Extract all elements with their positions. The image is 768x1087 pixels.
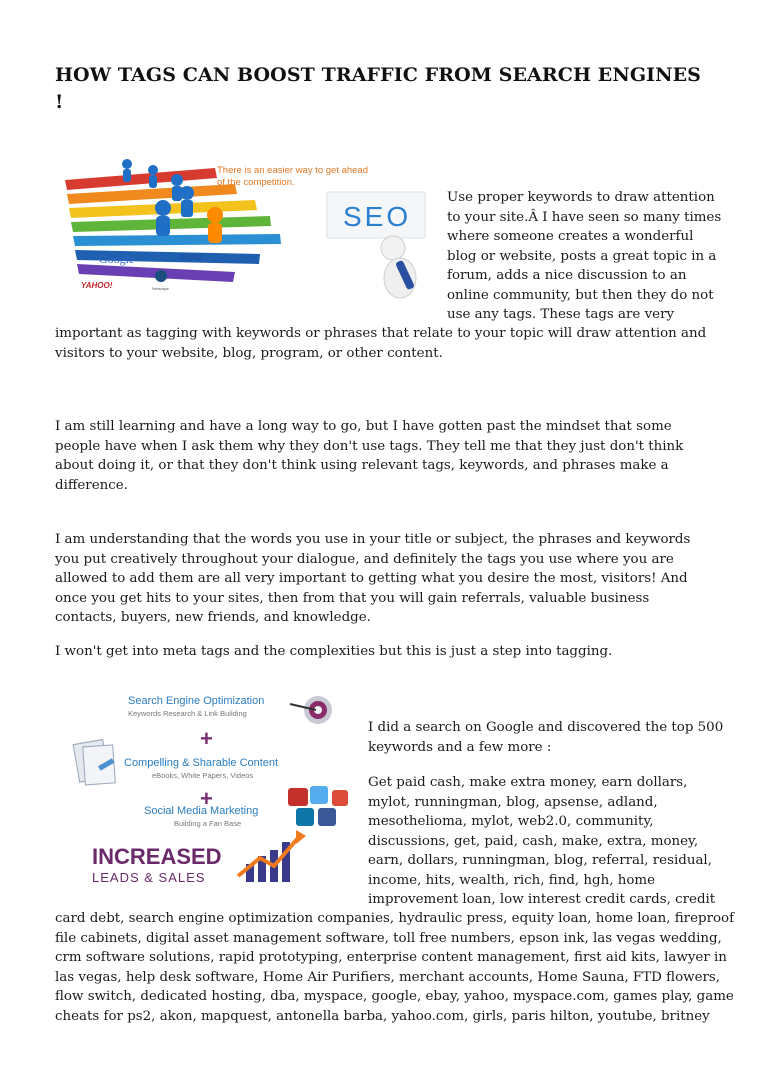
para6-line: improvement loan, low interest credit cards, credit: [368, 892, 716, 907]
para6-line: mesothelioma, mylot, web2.0, community,: [368, 814, 654, 829]
para1-line: use any tags. These tags are very: [447, 307, 675, 322]
para6-line: Get paid cash, make extra money, earn dollars,: [368, 775, 688, 790]
page-title: [55, 62, 725, 116]
plus-icon: +: [200, 786, 213, 811]
step1-subtitle: Keywords Research & Link Building: [128, 709, 247, 718]
target-icon: [290, 696, 332, 724]
para6-full-text: [55, 909, 735, 1026]
para1-line: visitors to your website, blog, program, or other content.: [55, 345, 443, 361]
plus-icon: +: [200, 726, 213, 751]
competition-text-line-2: of the competition.: [217, 177, 295, 188]
google-logo: Google: [99, 252, 135, 266]
competition-text-line-1: There is an easier way to get ahead: [217, 165, 369, 176]
netscape-logo: Netscape: [152, 286, 169, 291]
para6-line: card debt, search engine optimization companies, hydraulic press, equity loan, home loan, fireproof: [55, 911, 735, 926]
para6-line: crm software solutions, rapid prototyping, enterprise content management, first aid kits, lawyer in: [55, 950, 727, 965]
para5-float-text: [368, 718, 728, 757]
document-stack-icon: [73, 739, 115, 784]
paragraph-2: I am still learning and have a long way to go, but I have gotten past the mindset that some people have when I ask them why they don't use tags. They tell me that they just don't think about doing it, or that they don't think using relevant tags, keywords, and phrases make a difference.: [55, 419, 684, 493]
step3-subtitle: Building a Fan Base: [174, 819, 242, 828]
para6-line: flow switch, dedicated hosting, dba, myspace, google, ebay, yahoo, myspace.com, games play, game: [55, 989, 734, 1004]
para1-float-text: [447, 188, 727, 325]
step2-subtitle: eBooks, White Papers, Videos: [152, 771, 254, 780]
title-line-1: HOW TAGS CAN BOOST TRAFFIC FROM SEARCH ENGINES: [55, 64, 701, 86]
seo-race-illustration: [55, 150, 437, 312]
para1-line: Use proper keywords to draw attention: [447, 190, 715, 205]
msn-logo: msn: [179, 251, 202, 263]
para6-float-text: [368, 773, 728, 910]
growth-chart-icon: [238, 830, 306, 882]
seo-sign-text: SEO: [343, 201, 412, 232]
para6-line: cheats for ps2, akon, mapquest, antonella barba, yahoo.com, girls, paris hilton, youtube, britney: [55, 1008, 710, 1024]
marketing-steps-illustration: [70, 690, 365, 890]
step2-title: Compelling & Sharable Content: [124, 757, 279, 769]
step3-title: Social Media Marketing: [144, 805, 259, 817]
para5-line: I did a search on Google and discovered the top 500: [368, 720, 724, 735]
netscape-logo-icon: [155, 270, 167, 282]
mascot-figure: [381, 236, 416, 298]
para6-line: income, hits, wealth, rich, find, hgh, home: [368, 872, 656, 888]
para1-line: blog or website, posts a great topic in a: [447, 248, 717, 264]
para6-line: discussions, get, paid, cash, make, extra, money,: [368, 833, 699, 849]
yahoo-logo: YAHOO!: [81, 281, 113, 290]
paragraph-4: I won't get into meta tags and the complexities but this is just a step into tagging.: [55, 644, 613, 659]
para6-line: file cabinets, digital asset management software, toll free numbers, epson ink, las vegas wedding,: [55, 930, 722, 946]
social-icons: [288, 786, 348, 826]
step1-title: Search Engine Optimization: [128, 695, 265, 707]
result-title: INCREASED: [92, 844, 222, 869]
para1-line: forum, adds a nice discussion to an: [447, 268, 687, 283]
para5-line: keywords and a few more :: [368, 739, 552, 755]
result-subtitle: LEADS & SALES: [92, 870, 206, 885]
para1-line: important as tagging with keywords or phrases that relate to your topic will draw attention and: [55, 326, 707, 341]
para1-line: to your site.Â I have seen so many times: [447, 209, 722, 225]
para1-line: online community, but then they do not: [447, 287, 714, 303]
para6-line: las vegas, help desk software, Home Air Purifiers, merchant accounts, Home Sauna, FTD flowers,: [55, 969, 721, 985]
paragraph-3: I am understanding that the words you use in your title or subject, the phrases and keywords you put creatively throughout your dialogue, and definitely the tags you use where you are allowed to add them are all very important to getting what you desire the most, visitors! And once you get hits to your sites, then from that you will gain referrals, valuable business contacts, buyers, new friends, and knowledge.: [55, 532, 691, 625]
para1-full-text: [55, 324, 725, 363]
para1-line: where someone creates a wonderful: [447, 229, 694, 244]
para6-line: mylot, runningman, blog, apsense, adland,: [368, 794, 658, 810]
title-line-2: !: [55, 91, 64, 113]
para6-line: earn, dollars, runningman, blog, referral, residual,: [368, 853, 712, 868]
